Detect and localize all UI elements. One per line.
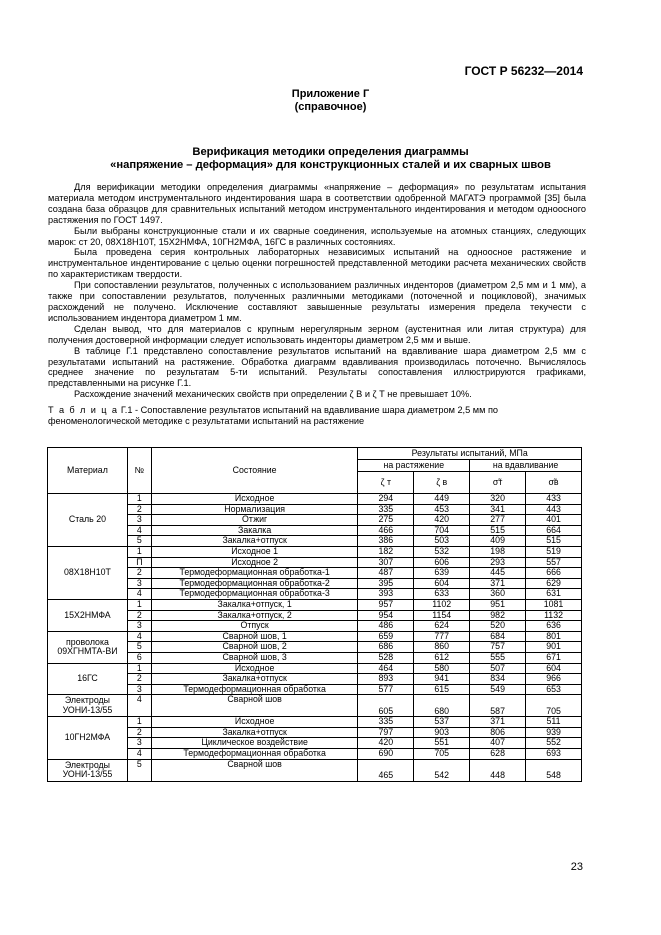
cell-sigma-v: 671 — [526, 652, 582, 663]
cell-state: Сварной шов, 2 — [151, 642, 358, 653]
cell-sigma-t: 628 — [470, 749, 526, 760]
cell-zeta-v: 624 — [414, 621, 470, 632]
section-title-line-1: Верификация методики определения диаграммы — [192, 146, 469, 158]
cell-number: 1 — [127, 546, 151, 557]
cell-zeta-v: 580 — [414, 663, 470, 674]
cell-sigma-v: 604 — [526, 663, 582, 674]
paragraph: В таблице Г.1 представлено сопоставление результатов испытаний на вдавливание шара диаметром 2,5 мм с результатами испытаний на растяжение. Обработка диаграмм вдавливания производилась поточечно. Вычислялось среднее значение по результатам 5-ти испытаний. Результаты сопоставления иллюстрируются графиками, представленными на рисунке Г.1. — [48, 345, 586, 389]
table-row — [48, 684, 582, 695]
cell-state: Исходное — [151, 663, 358, 674]
cell-number: П — [127, 557, 151, 568]
table-row — [48, 557, 582, 568]
cell-number: 3 — [127, 738, 151, 749]
cell-sigma-t: 448 — [470, 759, 526, 781]
cell-zeta-v: 542 — [414, 759, 470, 781]
cell-sigma-v: 401 — [526, 515, 582, 526]
table-row — [48, 589, 582, 600]
cell-state: Исходное 2 — [151, 557, 358, 568]
cell-material: Сталь 20 — [48, 494, 128, 547]
cell-sigma-t: 371 — [470, 717, 526, 728]
table-caption-label: Т а б л и ц а — [48, 405, 119, 416]
cell-sigma-t: 507 — [470, 663, 526, 674]
cell-sigma-v: 433 — [526, 494, 582, 505]
cell-sigma-t: 684 — [470, 631, 526, 642]
cell-zeta-t: 294 — [358, 494, 414, 505]
cell-number: 3 — [127, 578, 151, 589]
cell-sigma-t: 198 — [470, 546, 526, 557]
table-caption — [48, 405, 586, 427]
appendix-heading — [0, 88, 661, 114]
cell-sigma-v: 552 — [526, 738, 582, 749]
cell-state: Термодеформационная обработка — [151, 749, 358, 760]
col-header-sigma-v: σ̃в — [526, 472, 582, 494]
cell-zeta-t: 335 — [358, 717, 414, 728]
cell-state: Отпуск — [151, 621, 358, 632]
table-row — [48, 599, 582, 610]
cell-zeta-t: 893 — [358, 674, 414, 685]
cell-zeta-t: 528 — [358, 652, 414, 663]
appendix-note: (справочное) — [294, 101, 367, 113]
cell-sigma-v: 557 — [526, 557, 582, 568]
cell-zeta-v: 941 — [414, 674, 470, 685]
cell-sigma-v: 801 — [526, 631, 582, 642]
table-row — [48, 695, 582, 717]
cell-zeta-t: 659 — [358, 631, 414, 642]
table-row — [48, 525, 582, 536]
cell-number: 6 — [127, 652, 151, 663]
paragraph: Для верификации методики определения диаграммы «напряжение – деформация» по результатам испытания материала методом инструментального индентирования шара в соответствии одобренной МАГАТЭ программой [35] была создана база образцов для сравнительных испытаний методом инструментального индентирования и методом одноосного растяжения по ГОСТ 1497. — [48, 182, 586, 225]
cell-state: Закалка+отпуск, 1 — [151, 599, 358, 610]
cell-sigma-t: 360 — [470, 589, 526, 600]
page-number: 23 — [570, 861, 583, 873]
cell-sigma-t: 409 — [470, 536, 526, 547]
cell-state: Термодеформационная обработка-2 — [151, 578, 358, 589]
cell-number: 4 — [127, 631, 151, 642]
cell-sigma-t: 515 — [470, 525, 526, 536]
table-row — [48, 515, 582, 526]
cell-sigma-v: 548 — [526, 759, 582, 781]
table-row — [48, 631, 582, 642]
table-row — [48, 727, 582, 738]
cell-state: Исходное — [151, 717, 358, 728]
cell-zeta-t: 420 — [358, 738, 414, 749]
cell-number: 3 — [127, 621, 151, 632]
cell-zeta-v: 903 — [414, 727, 470, 738]
cell-state: Циклическое воздействие — [151, 738, 358, 749]
cell-sigma-v: 1081 — [526, 599, 582, 610]
col-header-number: № — [127, 448, 151, 494]
cell-sigma-t: 520 — [470, 621, 526, 632]
cell-sigma-t: 951 — [470, 599, 526, 610]
cell-zeta-v: 551 — [414, 738, 470, 749]
cell-material: Электроды УОНИ-13/55 — [48, 759, 128, 781]
appendix-title: Приложение Г — [291, 88, 370, 100]
cell-zeta-t: 395 — [358, 578, 414, 589]
cell-number: 4 — [127, 525, 151, 536]
cell-number: 2 — [127, 727, 151, 738]
table-row — [48, 738, 582, 749]
table-row — [48, 536, 582, 547]
cell-sigma-t: 587 — [470, 695, 526, 717]
cell-number: 4 — [127, 749, 151, 760]
cell-zeta-t: 577 — [358, 684, 414, 695]
cell-sigma-v: 636 — [526, 621, 582, 632]
cell-zeta-t: 393 — [358, 589, 414, 600]
table-row — [48, 642, 582, 653]
table-row — [48, 652, 582, 663]
col-header-zeta-t: ζ т — [358, 472, 414, 494]
cell-number: 4 — [127, 589, 151, 600]
cell-zeta-v: 537 — [414, 717, 470, 728]
cell-number: 1 — [127, 599, 151, 610]
cell-sigma-v: 515 — [526, 536, 582, 547]
cell-number: 2 — [127, 568, 151, 579]
cell-number: 5 — [127, 642, 151, 653]
cell-number: 2 — [127, 610, 151, 621]
section-title — [0, 146, 661, 172]
cell-sigma-v: 666 — [526, 568, 582, 579]
cell-state: Закалка+отпуск — [151, 536, 358, 547]
cell-number: 3 — [127, 684, 151, 695]
table-caption-text: Г.1 - Сопоставление результатов испытаний на вдавливание шара диаметром 2,5 мм по феноменологической методике с результатами испытаний на растяжение — [48, 405, 499, 427]
cell-sigma-v: 693 — [526, 749, 582, 760]
col-header-state: Состояние — [151, 448, 358, 494]
table-row — [48, 568, 582, 579]
col-header-tension: на растяжение — [358, 460, 470, 472]
cell-state: Нормализация — [151, 504, 358, 515]
cell-material: 15Х2НМФА — [48, 599, 128, 631]
cell-sigma-t: 445 — [470, 568, 526, 579]
cell-zeta-t: 605 — [358, 695, 414, 717]
cell-material: 16ГС — [48, 663, 128, 695]
cell-zeta-t: 465 — [358, 759, 414, 781]
cell-sigma-v: 1132 — [526, 610, 582, 621]
cell-state: Термодеформационная обработка-1 — [151, 568, 358, 579]
cell-zeta-v: 612 — [414, 652, 470, 663]
table-row — [48, 610, 582, 621]
table-row — [48, 749, 582, 760]
cell-sigma-v: 901 — [526, 642, 582, 653]
cell-sigma-t: 320 — [470, 494, 526, 505]
cell-zeta-v: 705 — [414, 749, 470, 760]
cell-state: Термодеформационная обработка-3 — [151, 589, 358, 600]
cell-zeta-t: 954 — [358, 610, 414, 621]
cell-number: 3 — [127, 515, 151, 526]
cell-zeta-v: 633 — [414, 589, 470, 600]
cell-state: Закалка+отпуск — [151, 727, 358, 738]
cell-zeta-v: 604 — [414, 578, 470, 589]
cell-zeta-v: 606 — [414, 557, 470, 568]
cell-state: Термодеформационная обработка — [151, 684, 358, 695]
cell-sigma-v: 966 — [526, 674, 582, 685]
cell-material: 10ГН2МФА — [48, 717, 128, 759]
results-table — [47, 447, 582, 782]
paragraph: Была проведена серия контрольных лабораторных независимых испытаний на одноосное растяжение и инструментальное индентирование с целью оценки погрешностей представленной методики расчета механических свойств по характеристикам твердости. — [48, 247, 586, 280]
cell-zeta-v: 639 — [414, 568, 470, 579]
cell-sigma-t: 277 — [470, 515, 526, 526]
cell-zeta-t: 275 — [358, 515, 414, 526]
cell-number: 2 — [127, 504, 151, 515]
cell-sigma-t: 834 — [470, 674, 526, 685]
cell-material: 08Х18Н10Т — [48, 546, 128, 599]
cell-material: проволока 09ХГНМТА-ВИ — [48, 631, 128, 663]
cell-sigma-v: 631 — [526, 589, 582, 600]
cell-state: Исходное 1 — [151, 546, 358, 557]
table-row — [48, 578, 582, 589]
cell-state: Закалка+отпуск — [151, 674, 358, 685]
cell-sigma-v: 511 — [526, 717, 582, 728]
cell-zeta-v: 503 — [414, 536, 470, 547]
table-row — [48, 717, 582, 728]
table-row — [48, 494, 582, 505]
cell-state: Закалка — [151, 525, 358, 536]
cell-material: Электроды УОНИ-13/55 — [48, 695, 128, 717]
cell-state: Отжиг — [151, 515, 358, 526]
col-header-material: Материал — [48, 448, 128, 494]
table-row — [48, 504, 582, 515]
cell-zeta-v: 680 — [414, 695, 470, 717]
paragraph: Сделан вывод, что для материалов с крупным нерегулярным зерном (аустенитная или литая структура) для получения достоверной информации следует использовать инденторы диаметром 2,5 мм и выше. — [48, 323, 586, 345]
cell-zeta-v: 453 — [414, 504, 470, 515]
cell-sigma-v: 519 — [526, 546, 582, 557]
cell-zeta-t: 690 — [358, 749, 414, 760]
cell-number: 5 — [127, 759, 151, 781]
cell-state: Закалка+отпуск, 2 — [151, 610, 358, 621]
cell-number: 2 — [127, 674, 151, 685]
cell-zeta-t: 307 — [358, 557, 414, 568]
cell-zeta-t: 797 — [358, 727, 414, 738]
cell-sigma-v: 443 — [526, 504, 582, 515]
cell-number: 5 — [127, 536, 151, 547]
col-header-sigma-t: σ̃т — [470, 472, 526, 494]
cell-sigma-v: 653 — [526, 684, 582, 695]
cell-number: 4 — [127, 695, 151, 717]
cell-number: 1 — [127, 663, 151, 674]
table-body — [48, 494, 582, 782]
cell-number: 1 — [127, 717, 151, 728]
cell-sigma-t: 549 — [470, 684, 526, 695]
cell-state: Сварной шов — [151, 759, 358, 781]
table-row — [48, 759, 582, 781]
cell-state: Сварной шов, 3 — [151, 652, 358, 663]
cell-zeta-v: 777 — [414, 631, 470, 642]
paragraph: При сопоставлении результатов, полученных с использованием различных инденторов (диаметром 2,5 мм и 1 мм), а также при сопоставлении результатов, полученных различными методиками (поточечной и поцикловой), значимых расхождений не получено. Исключение составляют завышенные результаты измерения предела текучести с использованием индентора диаметром 1 мм. — [48, 280, 586, 323]
body-text — [48, 182, 586, 427]
cell-zeta-v: 615 — [414, 684, 470, 695]
cell-sigma-v: 629 — [526, 578, 582, 589]
cell-number: 1 — [127, 494, 151, 505]
cell-sigma-v: 664 — [526, 525, 582, 536]
col-header-indentation: на вдавливание — [470, 460, 582, 472]
cell-state: Сварной шов — [151, 695, 358, 717]
cell-zeta-v: 532 — [414, 546, 470, 557]
cell-zeta-t: 335 — [358, 504, 414, 515]
cell-sigma-t: 982 — [470, 610, 526, 621]
cell-zeta-t: 182 — [358, 546, 414, 557]
cell-state: Сварной шов, 1 — [151, 631, 358, 642]
cell-zeta-t: 466 — [358, 525, 414, 536]
cell-zeta-t: 957 — [358, 599, 414, 610]
table-row — [48, 621, 582, 632]
table-row — [48, 674, 582, 685]
cell-zeta-t: 464 — [358, 663, 414, 674]
cell-state: Исходное — [151, 494, 358, 505]
section-title-line-2: «напряжение – деформация» для конструкционных сталей и их сварных швов — [110, 159, 551, 171]
cell-zeta-v: 1102 — [414, 599, 470, 610]
cell-zeta-t: 487 — [358, 568, 414, 579]
paragraph: Расхождение значений механических свойств при определении ζ В и ζ Т не превышает 10%. — [74, 389, 472, 400]
cell-sigma-v: 939 — [526, 727, 582, 738]
cell-sigma-t: 757 — [470, 642, 526, 653]
cell-sigma-t: 371 — [470, 578, 526, 589]
table-row — [48, 663, 582, 674]
cell-sigma-v: 705 — [526, 695, 582, 717]
cell-zeta-v: 449 — [414, 494, 470, 505]
col-header-zeta-v: ζ в — [414, 472, 470, 494]
cell-sigma-t: 806 — [470, 727, 526, 738]
cell-zeta-t: 386 — [358, 536, 414, 547]
paragraph: Были выбраны конструкционные стали и их сварные соединения, используемые на атомных станциях, следующих марок: ст 20, 08Х18Н10Т, 15Х2НМФА, 10ГН2МФА, 16ГС в различных состояниях. — [48, 225, 586, 247]
cell-sigma-t: 555 — [470, 652, 526, 663]
standard-header: ГОСТ Р 56232—2014 — [464, 64, 583, 78]
cell-sigma-t: 341 — [470, 504, 526, 515]
cell-zeta-v: 704 — [414, 525, 470, 536]
col-header-results: Результаты испытаний, МПа — [358, 448, 582, 460]
cell-sigma-t: 293 — [470, 557, 526, 568]
table-row — [48, 546, 582, 557]
cell-zeta-v: 860 — [414, 642, 470, 653]
cell-zeta-v: 1154 — [414, 610, 470, 621]
cell-zeta-v: 420 — [414, 515, 470, 526]
cell-zeta-t: 686 — [358, 642, 414, 653]
cell-sigma-t: 407 — [470, 738, 526, 749]
cell-zeta-t: 486 — [358, 621, 414, 632]
